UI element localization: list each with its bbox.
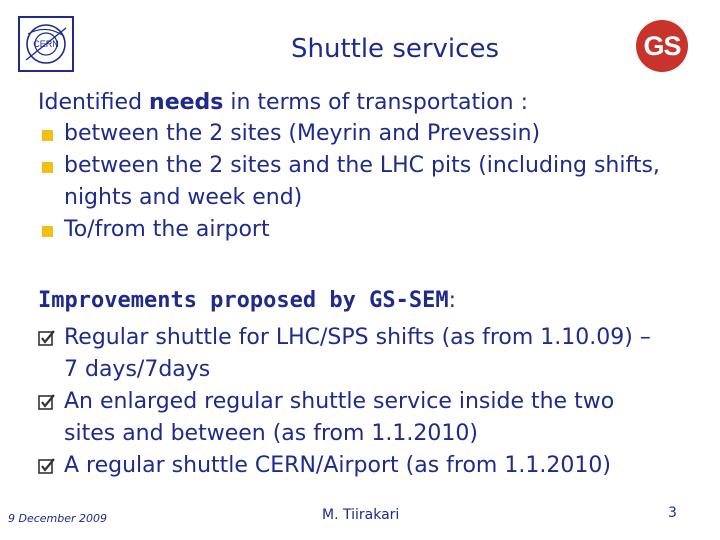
- checkbox-checked-icon: [38, 457, 56, 475]
- list-item: [38, 386, 658, 450]
- slide-title: Shuttle services: [290, 34, 499, 64]
- needs-item-text: To/from the airport: [64, 217, 270, 242]
- list-item: [38, 118, 678, 150]
- list-item: [38, 214, 678, 246]
- list-item: [38, 150, 678, 214]
- needs-list: [38, 118, 678, 246]
- improvement-item-text: An enlarged regular shuttle service inside the two sites and between (as from 1.1.2010): [64, 389, 615, 446]
- intro-suffix: in terms of transportation :: [223, 90, 529, 115]
- improvements-heading: [38, 288, 456, 313]
- footer-date: 9 December 2009: [8, 512, 108, 525]
- page-number: 3: [668, 505, 677, 521]
- needs-intro: [38, 90, 528, 115]
- square-bullet-icon: [42, 226, 53, 237]
- square-bullet-icon: [42, 130, 53, 141]
- checkbox-checked-icon: [38, 393, 56, 411]
- gs-logo: [636, 20, 692, 72]
- checkbox-checked-icon: [38, 329, 56, 347]
- gs-logo-text: GS: [636, 20, 688, 72]
- needs-item-text: between the 2 sites and the LHC pits (including shifts, nights and week end): [64, 153, 660, 210]
- cern-logo-text: CERN: [33, 39, 59, 49]
- square-bullet-icon: [42, 162, 53, 173]
- footer-author: M. Tiirakari: [322, 507, 400, 523]
- improvements-heading-text: Improvements proposed by GS-SEM: [38, 288, 449, 313]
- needs-item-text: between the 2 sites (Meyrin and Prevessin): [64, 121, 541, 146]
- improvements-heading-colon: :: [448, 288, 457, 313]
- list-item: [38, 322, 658, 386]
- list-item: [38, 450, 658, 482]
- intro-bold: needs: [149, 90, 224, 115]
- improvement-item-text: A regular shuttle CERN/Airport (as from 1.1.2010): [64, 453, 611, 478]
- cern-logo: [18, 16, 74, 72]
- improvement-item-text: Regular shuttle for LHC/SPS shifts (as from 1.10.09) – 7 days/7days: [64, 325, 651, 382]
- intro-prefix: Identified: [38, 90, 150, 115]
- improvements-list: [38, 322, 658, 482]
